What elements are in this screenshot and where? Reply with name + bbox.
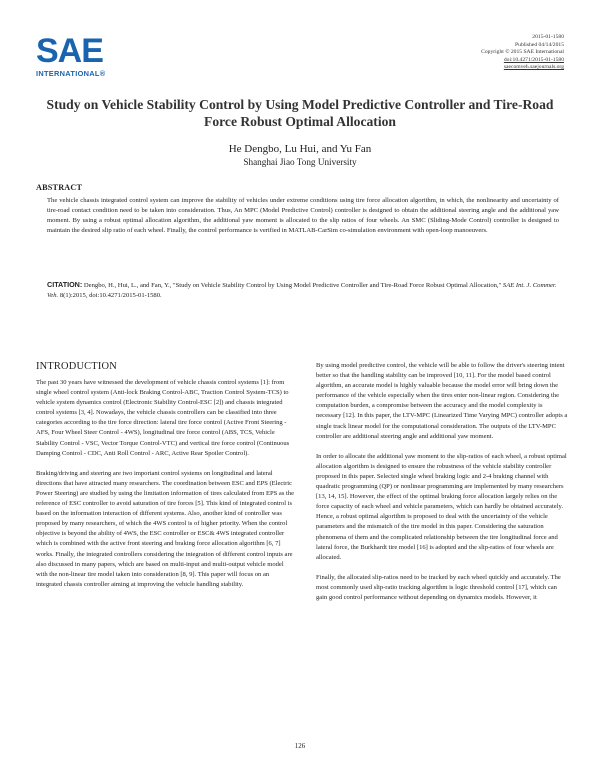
logo-subtitle: INTERNATIONAL® <box>36 69 106 78</box>
logo-mark: SAE <box>36 32 103 70</box>
left-column <box>36 378 294 600</box>
paragraph: Braking/driving and steering are two important control systems on longitudinal and lateral directions that have attracted many researchers. The coordination between ESC and EPS (Electric Power Steering) are studied by using the limitation information of tires calculated from EPS as the reference of ESC controller to avoid saturation of tire forces [5]. This kind of integrated control is based on the information interaction of different systems. Also, another kind of controller was proposed by many researchers, of which the 4WS control is of higher priority. When the control objective is beyond the ability of 4WS, the ESC controller or ESC& 4WS integrated controller which is combined with the active front steering and braking force allocation algorithm [6, 7] works. Finally, the integrated controllers considering the integration of different control inputs are also discussed in many papers, which are based on multi-input and multi-output vehicle model with the non-linear tire model taken into consideration [8, 9]. This paper will focus on an integrated chassis controller aiming at improving the vehicle handling stability. <box>36 469 294 588</box>
page-number: 126 <box>294 742 306 750</box>
affiliation: Shanghai Jiao Tong University <box>243 157 357 167</box>
paper-number: 2015-01-1580 <box>532 34 564 40</box>
paragraph: The past 30 years have witnessed the development of vehicle chassis control systems [1]: from single wheel control system (Anti-lock Braking Control-ABC, Traction Control System-TCS) to vehicle system dynamics control (Electronic Stability Control-ESC [2]) and chassis integrated control systems [3, 4]. Nowadays, the vehicle chassis controllers can be classified into three categories according to the tire force direction: lateral tire force control (Active Front Steering - AFS, Four Wheel Steer Control - 4WS), longitudinal tire force control (ABS, TCS, Vehicle Stability Control - VSC, Vector Torque Control-VTC) and vertical tire force control (Continuous Damping Control - CDC, Anti Roll Control - ARC, Active Rear Spoiler Control). <box>36 379 290 457</box>
paper-meta <box>481 34 564 72</box>
doi-link[interactable]: doi:10.4271/2015-01-1580 <box>503 56 564 63</box>
paper-title: Study on Vehicle Stability Control by Using Model Predictive Controller and Tire-Road Force Robust Optimal Allocation <box>46 97 554 129</box>
citation-rest: 8(1):2015, doi:10.4271/2015-01-1580. <box>59 292 162 300</box>
abstract-heading: ABSTRACT <box>36 183 83 192</box>
citation <box>47 280 559 301</box>
published-date: Published 04/14/2015 <box>515 41 564 48</box>
authors: He Dengbo, Lu Hui, and Yu Fan <box>228 143 372 155</box>
right-column <box>316 361 568 613</box>
journal-site-link[interactable]: saecomveh.saejournals.org <box>503 64 564 71</box>
paragraph: In order to allocate the additional yaw moment to the slip-ratios of each wheel, a robust optimal allocation algorithm is designed to ensure the robustness of the vehicle stability controller proposed in this paper. Selected single wheel braking logic and 2-4 braking channel with quadratic programming (QP) or nonlinear programming are implemented by many researchers [13, 14, 15]. However, the effect of the optimal braking force allocation largely relies on the force capacity of each wheel and vehicle parameters, which can hardly be obtained accurately. Hence, a robust optimal algorithm is proposed to deal with the uncertainty of the vehicle parameters and the mismatch of the tire model in this paper. Considering the saturation phenomena of them and the complicated relationship between the tire longitudinal force and lateral force, the Burkhardt tire model [16] is adopted and the slip-ratios of four wheels are allocated. <box>316 452 567 561</box>
citation-journal: SAE Int. J. Commer. Veh. <box>47 282 557 300</box>
sae-logo <box>36 34 116 78</box>
paragraph: Finally, the allocated slip-ratios need to be tracked by each wheel quickly and accurately. The most commonly used slip-ratio tracking algorithm is logic threshold control [17], which can gain good control performance without depending on dynamics models. However, it <box>316 573 561 601</box>
paragraph: By using model predictive control, the vehicle will be able to follow the driver's steering intent better so that the handling stability can be improved [10, 11]. For the model based control algorithm, an accurate model is highly valuable because the model error will bring down the performance of the vehicle especially when the tires enter non-linear region. Considering the computation burden, a compromise between the accuracy and the model complexity is necessary [12]. In this paper, the LTV-MPC (Linearized Time Varying MPC) controller adopts a single track linear model for the computational consideration. The outputs of the LTV-MPC controller are additional steering angle and additional yaw moment. <box>316 362 568 440</box>
introduction-heading: INTRODUCTION <box>36 361 117 372</box>
copyright: Copyright © 2015 SAE International <box>481 49 564 56</box>
citation-text: Dengbo, H., Hui, L., and Fan, Y., "Study on Vehicle Stability Control by Using Model Predictive Controller and Tire-Road Force Robust Optimal Allocation," <box>83 282 502 289</box>
abstract-text: The vehicle chassis integrated control system can improve the stability of vehicles under extreme conditions using tire force allocation algorithm, in which, the nonlinearity and uncertainty of tire-road contact condition need to be taken into consideration. Thus, An MPC (Model Predictive Control) controller is designed to obtain the additional steering angle and the additional yaw moment. By using a robust optimal allocation algorithm, the additional yaw moment is allocated to the slip ratios of four wheels. An SMC (Sliding-Mode Control) controller is designed to maintain the desired slip ratio of each wheel. Finally, the control performance is verified in MATLAB-CarSim co-simulation environment with open-loop manoeuvers. <box>47 197 559 235</box>
citation-label: CITATION: <box>47 280 83 289</box>
